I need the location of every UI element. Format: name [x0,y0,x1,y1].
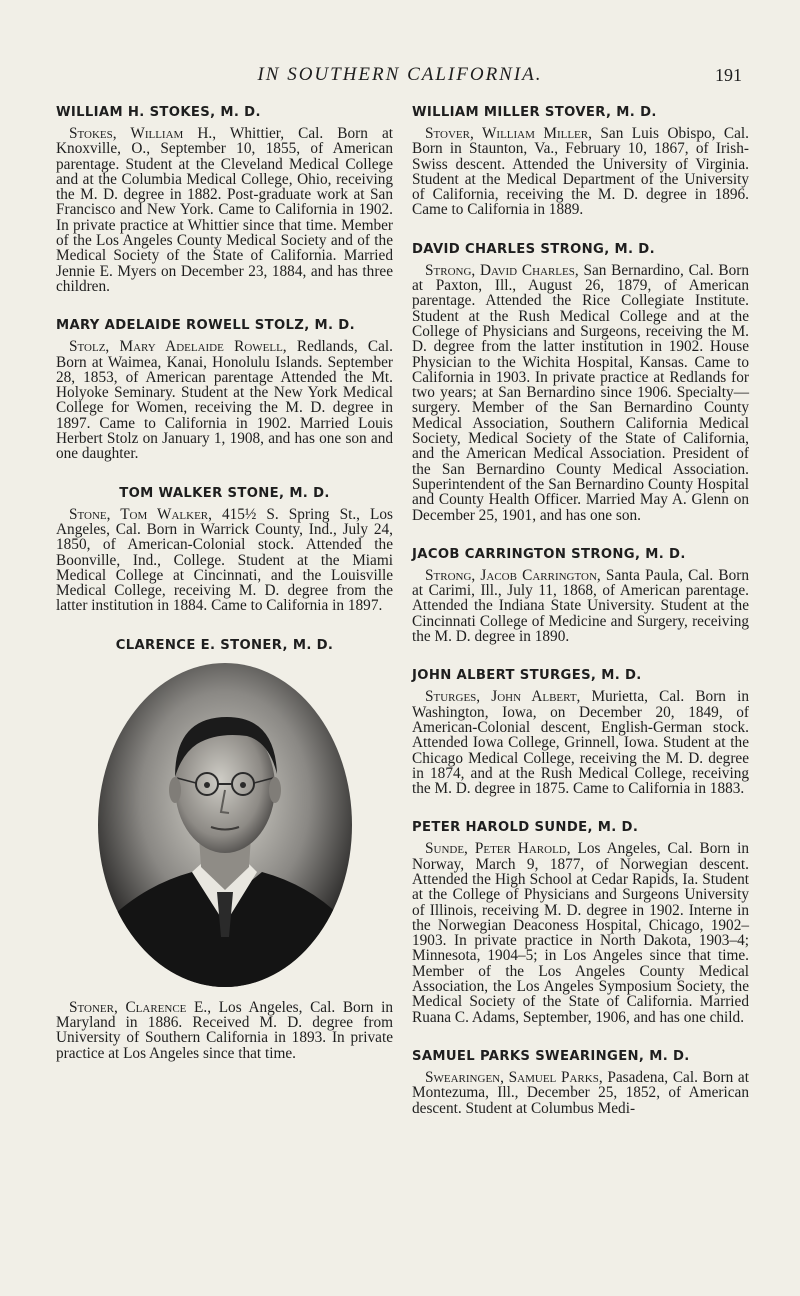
entry-body [56,126,393,294]
entry-name: Strong, Jacob Carrington, [425,566,601,584]
entry-swearingen [412,1048,749,1116]
entry-name: Sturges, John Albert, [425,688,581,706]
entry-text: Pasadena, Cal. Born at Montezuma, Ill., December 25, 1852, of American descent. Student at Columbus Medi- [412,1068,749,1117]
entry-strong-david [412,241,749,523]
entry-name: Stover, William Miller, [425,125,592,142]
entry-body [412,689,749,796]
right-column [412,104,749,1116]
page-number: 191 [715,65,742,85]
entry-heading: PETER HAROLD SUNDE, M. D. [412,820,639,836]
entry-body [412,568,749,644]
entry-body [412,1070,749,1116]
entry-name: Swearingen, Samuel Parks, [425,1068,603,1086]
entry-body [56,339,393,461]
entry-name: Stokes, William H., [69,125,217,142]
left-column [56,104,393,1061]
entry-stoner [56,637,393,1061]
entry-text: Murietta, Cal. Born in Washington, Iowa, on December 20, 1849, of American-Colonial descent, English-German stock. Attended Iowa College, Grinnell, Iowa. Student at the Chicago Medical College, receiving the M. D. degree in 1874, and at the Rush Medical College, receiving the M. D. degree in 1875. Came to California in 1883. [412,688,749,798]
entry-heading: TOM WALKER STONE, M. D. [119,485,330,501]
entry-body [412,126,749,218]
entry-text: Los Angeles, Cal. Born in Norway, March 9, 1877, of Norwegian descent. Attended the High School at Cedar Rapids, Ia. Student at the College of Physicians and Surgeons University of Illinois, receiving M. D. degree in 1902. Interne in the Norwegian Deaconess Hospital, Chicago, 1902–1903. In private practice in North Dakota, 1903–4; Minnesota, 1904–5; in Los Angeles since that time. Member of the Los Angeles County Medical Association, the Los Angeles Symposium Society, the Medical Society of the State of California. Married Ruana C. Adams, September, 1906, and has one child. [412,840,750,1026]
entry-text: San Bernardino, Cal. Born at Paxton, Ill., August 26, 1879, of American parentage. Attended the Rice Collegiate Institute. Student at the Rush Medical College and at the College of Physicians and Surgeons, receiving the M. D. degree from the latter institution in 1902. House Physician to the Wichita Hospital, Kansas. Came to California in 1903. In private practice at Redlands for two years; at San Bernardino since 1906. Specialty—surgery. Member of the San Bernardino County Medical Association, Southern California Medical Society, Medical Society of the State of California, and the American Medical Association. President of the San Bernardino County Medical Association. Superintendent of the San Bernardino County Hospital and County Health Officer. Married May A. Glenn on December 25, 1901, and has one son. [412,261,749,524]
entry-body [56,507,393,614]
entry-text: Los Angeles, Cal. Born in Maryland in 1886. Received M. D. degree from University of Southern California in 1893. In private practice at Los Angeles since that time. [56,998,393,1062]
entry-stone [56,485,393,614]
entry-body [56,1000,393,1061]
entry-heading: DAVID CHARLES STRONG, M. D. [412,241,655,257]
entry-heading: CLARENCE E. STONER, M. D. [115,637,334,653]
entry-stover [412,104,749,218]
portrait-frame [56,662,393,988]
entry-heading: MARY ADELAIDE ROWELL STOLZ, M. D. [56,318,355,334]
entry-body [412,841,749,1025]
entry-heading: JACOB CARRINGTON STRONG, M. D. [412,546,686,562]
entry-text: 415½ S. Spring St., Los Angeles, Cal. Born in Warrick County, Ind., July 24, 1850, of American-Colonial stock. Attended the Boonville, Ind., College. Student at the Miami Medical College at Cincinnati, and the Louisville Medical College, receiving M. D. degree from the latter institution in 1884. Came to California in 1897. [56,505,393,615]
entry-stolz [56,317,393,461]
entry-name: Strong, David Charles, [425,261,579,279]
entry-heading: SAMUEL PARKS SWEARINGEN, M. D. [412,1048,690,1064]
entry-name: Stolz, Mary Adelaide Rowell, [69,338,287,356]
entry-text: Whittier, Cal. Born at Knoxville, O., September 10, 1855, of American parentage. Student at the Cleveland Medical College and at the Columbia Medical College, Ohio, receiving the M. D. degree in 1882. Post-graduate work at San Francisco and New York. Came to California in 1902. In private practice at Whittier since that time. Member of the Los Angeles County Medical Society and of the Medical Society of the State of California. Married Jennie E. Myers on December 23, 1884, and has three children. [56,125,393,295]
entry-stokes [56,104,393,294]
entry-strong-jacob [412,546,749,644]
entry-name: Sunde, Peter Harold, [425,840,571,858]
entry-text: San Luis Obispo, Cal. Born in Staunton, Va., February 10, 1867, of Irish-Swiss descent. Attended the University of Virginia. Student at the Medical Department of the University of California, receiving the M. D. degree in 1896. Came to California in 1889. [412,125,749,219]
entry-heading: WILLIAM H. STOKES, M. D. [56,105,261,120]
running-title: IN SOUTHERN CALIFORNIA. [257,64,543,85]
entry-text: Santa Paula, Cal. Born at Carimi, Ill., July 11, 1868, of American parentage. Attended the Indiana State University. Student at the Cincinnati College of Medicine and Surgery, receiving the M. D. degree in 1890. [412,566,749,646]
entry-heading: JOHN ALBERT STURGES, M. D. [412,668,642,684]
entry-sunde [412,819,749,1025]
portrait-photo [97,662,353,988]
entry-name: Stoner, Clarence E., [69,998,212,1016]
entry-body [412,263,749,523]
entry-name: Stone, Tom Walker, [69,505,212,523]
entry-sturges [412,667,749,796]
entry-heading: WILLIAM MILLER STOVER, M. D. [412,105,657,120]
entry-text: Redlands, Cal. Born at Waimea, Kanai, Honolulu Islands. September 28, 1853, of American parentage Attended the Mt. Holyoke Seminary. Student at the New York Medical College for Women, receiving the M. D. degree in 1897. Came to California in 1902. Married Louis Herbert Stolz on January 1, 1908, and has one son and one daughter. [56,338,393,463]
running-head [0,64,800,90]
